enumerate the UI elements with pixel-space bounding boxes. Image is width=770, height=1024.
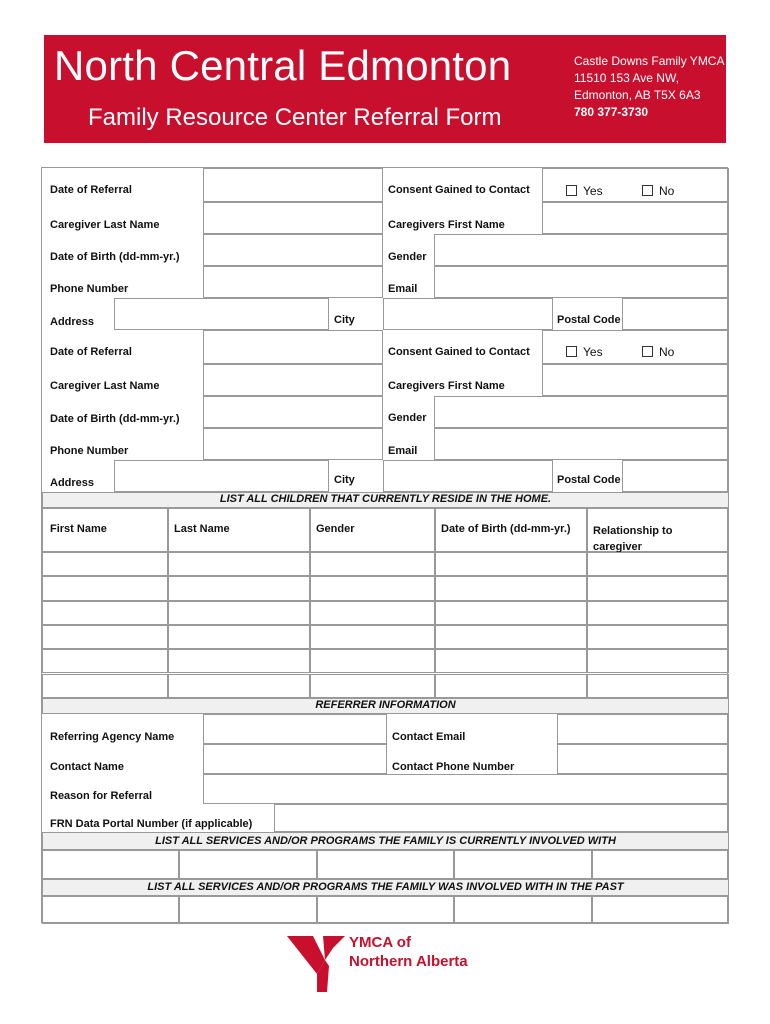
child-entry-cell[interactable] (587, 601, 729, 625)
contact-phone-field[interactable] (557, 744, 729, 774)
dob-label: Date of Birth (dd-mm-yr.) (50, 413, 180, 425)
city-field[interactable] (383, 460, 553, 492)
consent-no-checkbox[interactable] (642, 184, 674, 198)
consent-yes-checkbox[interactable] (566, 184, 603, 198)
consent-yes-checkbox[interactable] (566, 345, 603, 359)
child-entry-cell[interactable] (42, 674, 168, 698)
child-entry-cell[interactable] (168, 552, 310, 576)
child-entry-cell[interactable] (42, 552, 168, 576)
child-entry-cell[interactable] (310, 649, 435, 673)
ymca-y-mark-right (323, 936, 345, 960)
caregiver-last-name-label: Caregiver Last Name (50, 380, 160, 392)
caregiver-last-name-field[interactable] (203, 202, 383, 234)
consent-label: Consent Gained to Contact (388, 184, 530, 196)
phone-number-label: Phone Number (50, 283, 129, 295)
city-label: City (334, 474, 355, 486)
child-entry-cell[interactable] (435, 649, 587, 673)
referring-agency-field[interactable] (203, 714, 387, 744)
child-entry-cell[interactable] (435, 552, 587, 576)
gender-label: Gender (388, 251, 427, 263)
current-service-cell[interactable] (454, 850, 591, 879)
past-service-cell[interactable] (317, 896, 454, 924)
email-label: Email (388, 445, 418, 457)
ymca-y-mark-left (287, 936, 325, 974)
address-field[interactable] (114, 460, 329, 492)
phone-number-field[interactable] (203, 266, 383, 298)
child-entry-cell[interactable] (310, 674, 435, 698)
dob-field[interactable] (203, 396, 383, 428)
child-entry-cell[interactable] (168, 674, 310, 698)
gender-field[interactable] (434, 234, 729, 266)
contact-name-label: Contact Name (50, 761, 124, 773)
child-entry-cell[interactable] (587, 576, 729, 600)
referrer-heading: REFERRER INFORMATION (315, 699, 456, 711)
phone-number-field[interactable] (203, 428, 383, 460)
dob-label: Date of Birth (dd-mm-yr.) (50, 251, 180, 263)
reason-label: Reason for Referral (50, 790, 153, 802)
current-service-cell[interactable] (42, 850, 179, 879)
child-entry-cell[interactable] (42, 601, 168, 625)
address-field[interactable] (114, 298, 329, 330)
current-service-cell[interactable] (317, 850, 454, 879)
frn-field[interactable] (274, 804, 729, 832)
caregiver-first-name-field[interactable] (542, 202, 729, 234)
children-heading: LIST ALL CHILDREN THAT CURRENTLY RESIDE IN THE HOME. (219, 493, 552, 505)
consent-yes-label: Yes (583, 345, 603, 359)
ymca-address (574, 53, 724, 121)
child-entry-cell[interactable] (587, 649, 729, 673)
child-entry-cell[interactable] (310, 601, 435, 625)
column-gender: Gender (316, 523, 355, 535)
column-dob: Date of Birth (dd-mm-yr.) (441, 523, 571, 535)
caregiver-first-name-label: Caregivers First Name (388, 380, 505, 392)
consent-label: Consent Gained to Contact (388, 346, 530, 358)
past-service-cell[interactable] (592, 896, 729, 924)
child-entry-cell[interactable] (168, 649, 310, 673)
child-entry-cell[interactable] (310, 552, 435, 576)
postal-code-label: Postal Code (557, 314, 621, 326)
referral-form (41, 167, 728, 923)
child-entry-cell[interactable] (310, 576, 435, 600)
date-of-referral-field[interactable] (203, 330, 383, 364)
date-of-referral-label: Date of Referral (50, 184, 132, 196)
caregiver-last-name-field[interactable] (203, 364, 383, 396)
caregiver-last-name-label: Caregiver Last Name (50, 219, 160, 231)
contact-phone-label: Contact Phone Number (392, 761, 515, 773)
email-field[interactable] (434, 428, 729, 460)
form-subtitle: Family Resource Center Referral Form (88, 104, 502, 131)
child-entry-cell[interactable] (42, 625, 168, 649)
address-line: 11510 153 Ave NW, (574, 71, 679, 85)
consent-no-label: No (659, 345, 675, 359)
dob-field[interactable] (203, 234, 383, 266)
current-services-heading: LIST ALL SERVICES AND/OR PROGRAMS THE FAMILY IS CURRENTLY INVOLVED WITH (155, 835, 616, 847)
gender-label: Gender (388, 412, 427, 424)
contact-email-label: Contact Email (392, 731, 466, 743)
column-first-name: First Name (50, 523, 107, 535)
child-entry-cell[interactable] (435, 674, 587, 698)
past-service-cell[interactable] (179, 896, 316, 924)
child-entry-cell[interactable] (587, 674, 729, 698)
address-label: Address (50, 477, 95, 489)
contact-name-field[interactable] (203, 744, 387, 774)
column-last-name: Last Name (174, 523, 230, 535)
child-entry-cell[interactable] (435, 576, 587, 600)
child-entry-cell[interactable] (587, 552, 729, 576)
column-relationship: Relationship to caregiver (593, 525, 673, 553)
consent-no-checkbox[interactable] (642, 345, 674, 359)
child-entry-cell[interactable] (587, 625, 729, 649)
child-entry-cell[interactable] (42, 649, 168, 673)
email-label: Email (388, 283, 418, 295)
phone-number-label: Phone Number (50, 445, 129, 457)
referring-agency-label: Referring Agency Name (50, 731, 175, 743)
consent-yes-label: Yes (583, 184, 603, 198)
date-of-referral-field[interactable] (203, 168, 383, 202)
child-entry-cell[interactable] (168, 601, 310, 625)
date-of-referral-label: Date of Referral (50, 346, 132, 358)
form-title: North Central Edmonton (54, 42, 512, 89)
address-line: Castle Downs Family YMCA (574, 54, 725, 68)
past-services-heading: LIST ALL SERVICES AND/OR PROGRAMS THE FAMILY WAS INVOLVED WITH IN THE PAST (147, 881, 624, 893)
email-field[interactable] (434, 266, 729, 298)
child-entry-cell[interactable] (435, 625, 587, 649)
past-service-cell[interactable] (454, 896, 591, 924)
child-entry-cell[interactable] (42, 576, 168, 600)
ymca-logo-text (349, 933, 468, 971)
child-entry-cell[interactable] (310, 625, 435, 649)
postal-code-field[interactable] (622, 460, 729, 492)
current-service-cell[interactable] (179, 850, 316, 879)
caregiver-first-name-label: Caregivers First Name (388, 219, 505, 231)
postal-code-field[interactable] (622, 298, 729, 330)
gender-field[interactable] (434, 396, 729, 428)
address-line: Edmonton, AB T5X 6A3 (574, 88, 701, 102)
logo-line-1: YMCA of (349, 934, 411, 951)
current-service-cell[interactable] (592, 850, 729, 879)
caregiver-first-name-field[interactable] (542, 364, 729, 396)
frn-label: FRN Data Portal Number (if applicable) (50, 818, 253, 830)
city-field[interactable] (383, 298, 553, 330)
logo-line-2: Northern Alberta (349, 953, 468, 970)
child-entry-cell[interactable] (435, 601, 587, 625)
consent-no-label: No (659, 184, 675, 198)
postal-code-label: Postal Code (557, 474, 621, 486)
contact-email-field[interactable] (557, 714, 729, 744)
past-service-cell[interactable] (42, 896, 179, 924)
header-banner (44, 35, 726, 143)
child-entry-cell[interactable] (168, 625, 310, 649)
child-entry-cell[interactable] (168, 576, 310, 600)
address-label: Address (50, 316, 95, 328)
reason-field[interactable] (203, 774, 729, 804)
ymca-phone: 780 377-3730 (574, 105, 649, 119)
city-label: City (334, 314, 355, 326)
